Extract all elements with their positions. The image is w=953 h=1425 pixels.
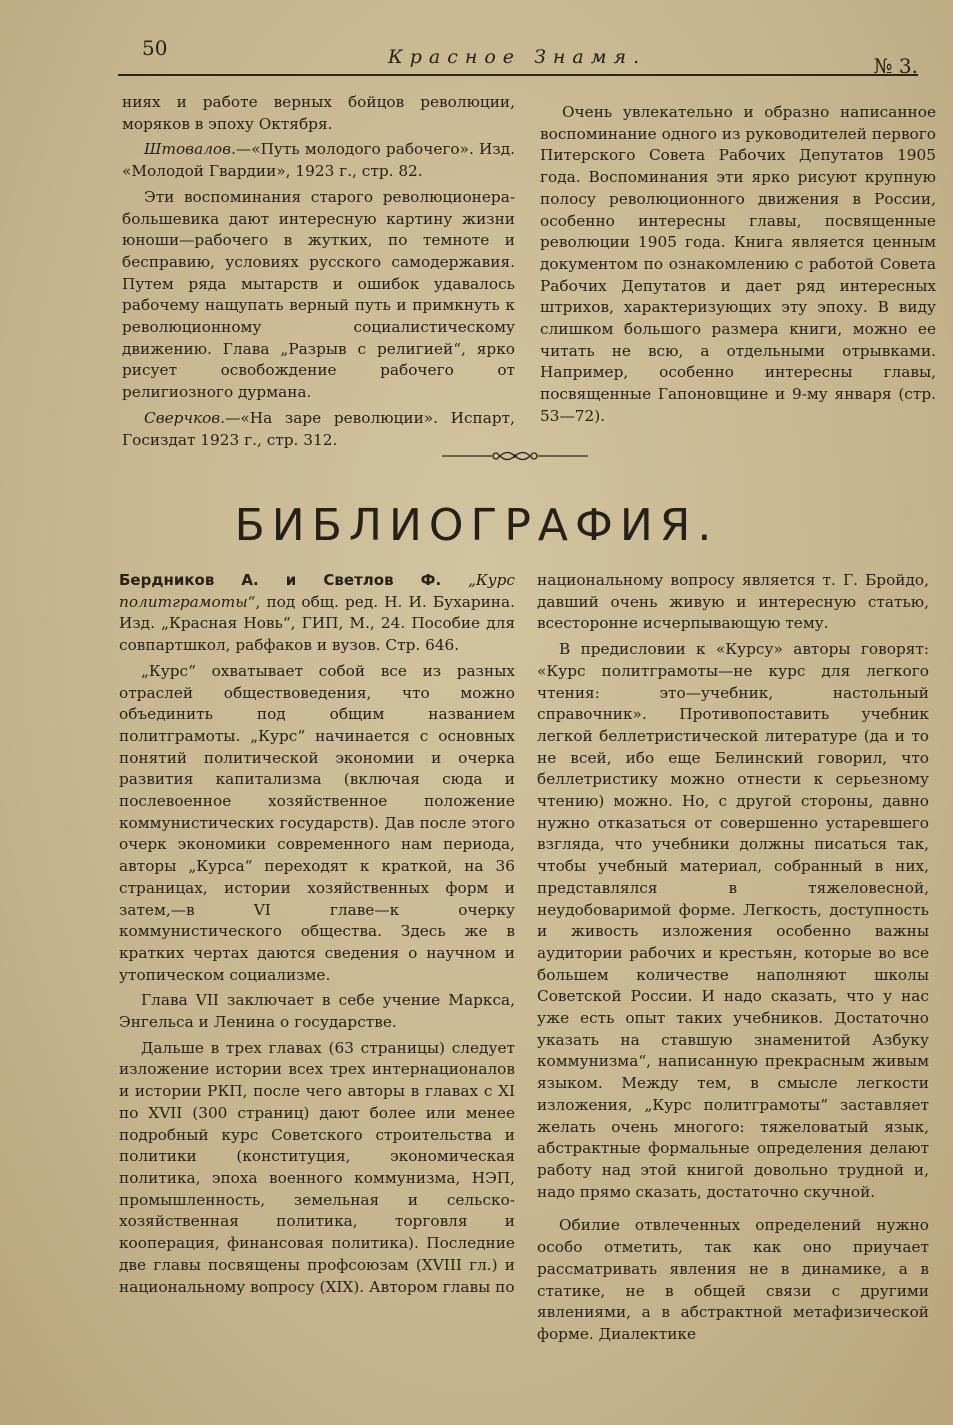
page-header xyxy=(118,30,928,80)
paragraph xyxy=(122,187,515,404)
paragraph xyxy=(122,139,515,182)
book-authors: Бердников А. и Светлов Ф. xyxy=(119,571,442,589)
paragraph xyxy=(537,639,929,1203)
author-name: Штовалов. xyxy=(144,140,236,159)
paragraph xyxy=(540,102,936,428)
paragraph xyxy=(537,1215,929,1345)
top-left-column xyxy=(122,92,515,451)
paragraph-text: Дальше в трех главах (63 страницы) следует изложение истории всех трех интернационалов и истории РКП, после чего авторы в главах с XI по XVII (300 страниц) дают более или менее подробный курс Советского строительства и политики (конституция, экономическая политика, эпоха военного коммунизма, НЭП, промышленность, земельная и сельско-хозяйственная политика, торговля и кооперация, финансовая политика). Последние две главы посвящены профсоюзам (XVIII гл.) и национальному вопросу (XIX). Автором главы по xyxy=(119,1038,515,1296)
paragraph-text: В предисловии к «Курсу» авторы говорят: «Курс политграмоты—не курс для легкого чтения: это—учебник, настольный справочник». Противопоставить учебник легкой беллетристической литературе (да и то не всей, ибо еще Белинский говорил, что беллетристику можно отнести к серьезному чтению) можно. Но, с другой стороны, давно нужно отказаться от совершенно устаревшего взгляда, что учебники должны писаться так, чтобы учебный материал, собранный в них, представлялся в тяжеловесной, неудобоваримой форме. Легкость, доступность и живость изложения особенно важны аудитории рабочих и крестьян, которые во все большем количестве наполняют школы Советской России. И надо сказать, что у нас уже есть опыт таких учебников. Достаточно указать на ставшую знаменитой Азбуку коммунизма“, написанную прекрасным живым языком. Между тем, в смысле легкости изложения, „Курс политграмоты“ заставляет желать очень многого: тяжеловатый язык, абстрактные формальные определения делают работу над этой книгой довольно трудной и, надо прямо сказать, достаточно скучной. xyxy=(537,640,929,1201)
bibliography-right-column xyxy=(537,570,929,1346)
paragraph-text: , под общ. ред. Н. И. Бухарина. Изд. „Красная Новь“, ГИП, М., 24. Пособие для совпартшкол, рабфаков и вузов. Стр. 646. xyxy=(119,592,515,655)
issue-number: № 3. xyxy=(873,54,918,78)
paragraph-text: Эти воспоминания старого революционера-большевика дают интересную картину жизни юноши—рабочего в жутких, по темноте и бесправию, условиях русского самодержавия. Путем ряда мытарств и ошибок удавалось рабочему нащупать верный путь и примкнуть к революционному социалистическому движению. Глава „Разрыв с религией“, ярко рисует освобождение рабочего от религиозного дурмана. xyxy=(122,187,515,402)
paragraph xyxy=(119,1038,515,1298)
book-title: „Курс политграмоты“ xyxy=(119,571,515,611)
paragraph-text: Глава VII заключает в себе учение Маркса, Энгельса и Ленина о государстве. xyxy=(119,991,515,1032)
bibliography-left-column xyxy=(119,570,515,1298)
top-right-column xyxy=(540,102,936,428)
paragraph-text: —«Путь молодого рабочего». Изд. «Молодой Гвардии», 1923 г., стр. 82. xyxy=(122,140,515,181)
paragraph xyxy=(122,92,515,135)
paragraph xyxy=(122,408,515,451)
author-name: Сверчков. xyxy=(144,408,226,427)
paragraph-text: „Курс“ охватывает собой все из разных отраслей обществоведения, что можно объединить под общим названием политграмоты. „Курс“ начинается с основных понятий политической экономии и очерка развития капитализма (включая сюда и послевоенное хозяйственное положение коммунистических государств). Дав после этого очерк экономики современного нам периода, авторы „Курса“ переходят к краткой, на 36 страницах, истории хозяйственных форм и затем,—в VI главе—к очерку коммунистического общества. Здесь же в кратких чертах даются сведения о научном и утопическом социализме. xyxy=(119,661,515,984)
paragraph xyxy=(119,570,515,657)
paragraph-text: ниях и работе верных бойцов революции, моряков в эпоху Октября. xyxy=(122,93,515,133)
section-title: БИБЛИОГРАФИЯ. xyxy=(234,500,719,551)
paragraph xyxy=(119,661,515,987)
paragraph-text: —«На заре революции». Испарт, Госиздат 1923 г., стр. 312. xyxy=(122,408,515,449)
paragraph xyxy=(119,990,515,1033)
page-number: 50 xyxy=(142,36,168,60)
header-rule xyxy=(118,74,918,76)
paragraph-text: национальному вопросу является т. Г. Бройдо, давший очень живую и интересную статью, всесторонне исчерпывающую тему. xyxy=(537,571,929,633)
paragraph-text: Очень увлекательно и образно написанное воспоминание одного из руководителей первого Питерского Совета Рабочих Депутатов 1905 года. Воспоминания эти ярко рисуют крупную полосу революционного движения в России, особенно интересны главы, посвященные революции 1905 года. Книга является ценным документом по ознакомлению с работой Совета Рабочих Депутатов и дает ряд интересных штрихов, характеризующих эту эпоху. В виду слишком большого размера книги, можно ее читать не всю, а отдельными отрывками. Например, особенно интересны главы, посвященные Гапоновщине и 9-му января (стр. 53—72). xyxy=(540,103,936,425)
paragraph-text: Обилие отвлеченных определений нужно особо отметить, так как оно приучает рассматривать явления не в динамике, а в статике, не в общей связи с другими явлениями, а в абстрактной метафизической форме. Диалектике xyxy=(537,1216,929,1343)
ornament-divider xyxy=(440,448,590,464)
journal-title: Красное Знамя. xyxy=(388,46,647,68)
paragraph xyxy=(537,570,929,635)
